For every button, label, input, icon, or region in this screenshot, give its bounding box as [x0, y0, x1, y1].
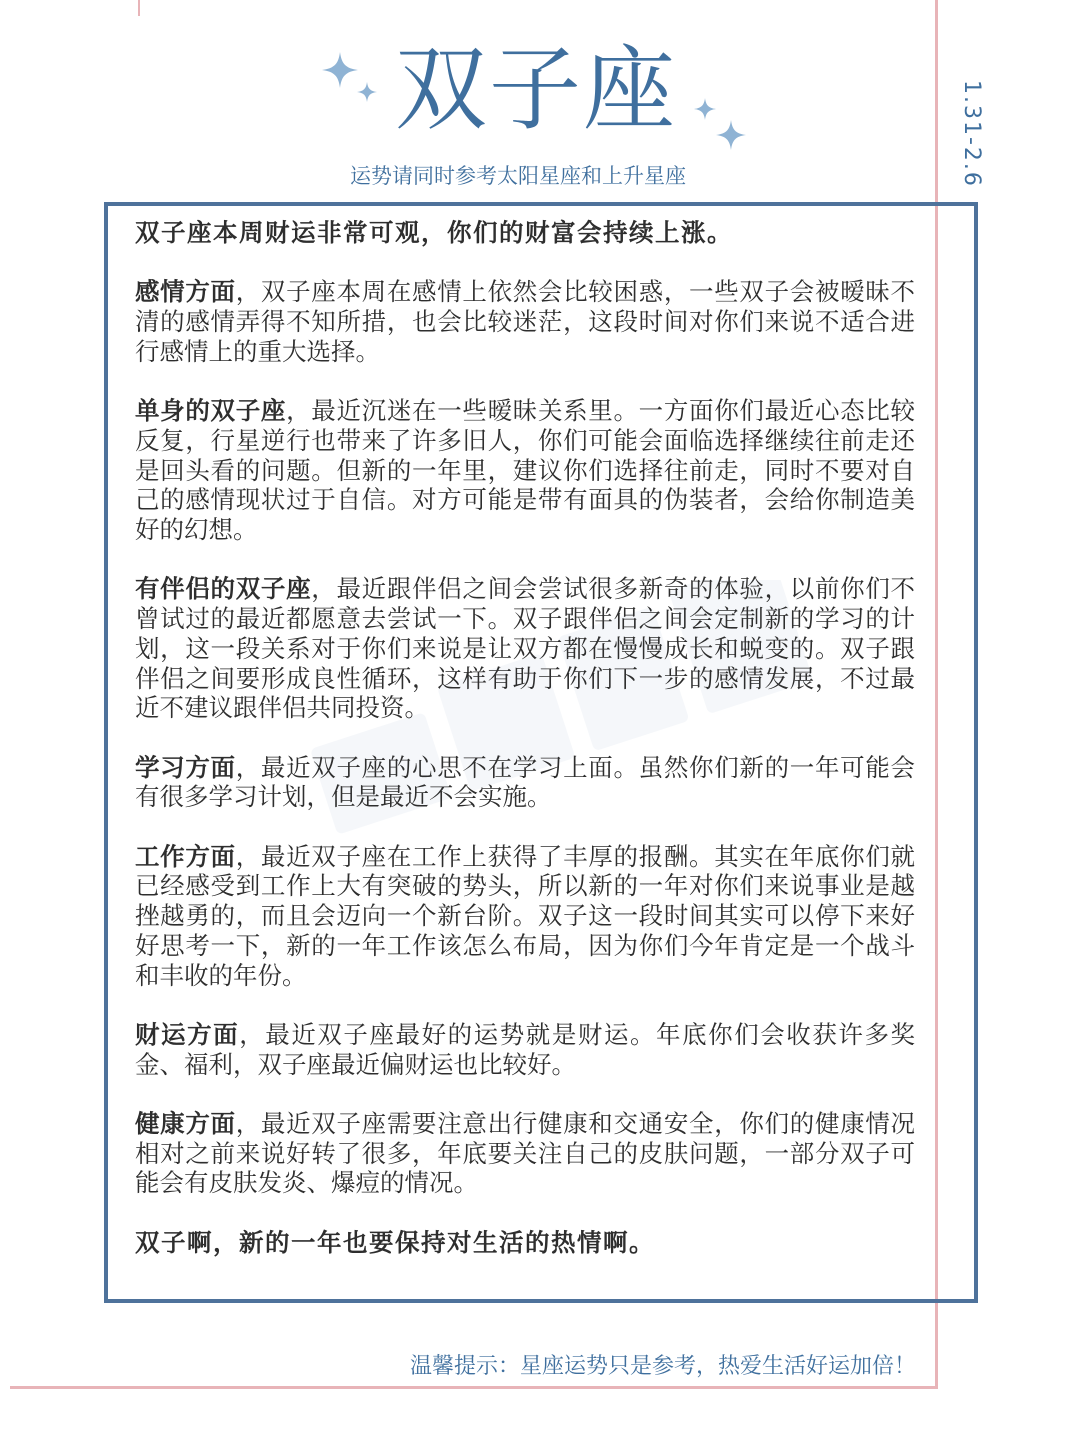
horoscope-content: [135, 218, 915, 1287]
sparkle-large-left-icon: [322, 52, 358, 88]
section-heading: 健康方面: [135, 1108, 236, 1138]
section-wealth: [135, 1020, 915, 1079]
opening-line: 双子座本周财运非常可观，你们的财富会持续上涨。: [135, 218, 733, 247]
section-text: ，双子座本周在感情上依然会比较困惑，一些双子会被暧昧不清的感情弄得不知所措，也会比较迷茫，这段时间对你们来说不适合进行感情上的重大选择。: [135, 277, 915, 366]
date-range-label: 1.31-2.6: [959, 80, 984, 188]
sparkle-small-left-icon: [357, 82, 377, 102]
section-partnered: [135, 574, 915, 723]
section-love: [135, 277, 915, 366]
section-heading: 单身的双子座: [135, 396, 287, 426]
section-heading: 财运方面: [135, 1019, 240, 1049]
section-health: [135, 1109, 915, 1198]
section-text: ，最近双子座最好的运势就是财运。年底你们会收获许多奖金、福利，双子座最近偏财运也比较好。: [135, 1019, 916, 1079]
decor-tick-line: [138, 0, 140, 16]
page-subtitle: 运势请同时参考太阳星座和上升星座: [350, 164, 686, 188]
section-single: [135, 396, 915, 545]
section-heading: 感情方面: [135, 277, 236, 307]
section-text: ，最近跟伴侣之间会尝试很多新奇的体验，以前你们不曾试过的最近都愿意去尝试一下。双子跟伴侣之间会定制新的学习的计划，这一段关系对于你们来说是让双方都在慢慢成长和蜕变的。双子跟伴侣之间要形成良性循环，这样有助于你们下一步的感情发展，不过最近不建议跟伴侣共同投资。: [135, 574, 916, 723]
page-title: 双子座: [395, 36, 678, 143]
section-heading: 工作方面: [135, 841, 236, 871]
section-work: [135, 842, 915, 991]
section-study: [135, 753, 915, 812]
section-text: ，最近双子座在工作上获得了丰厚的报酬。其实在年底你们就已经感受到工作上大有突破的势头，所以新的一年对你们来说事业是越挫越勇的，而且会迈向一个新台阶。双子这一段时间其实可以停下来好好思考一下，新的一年工作该怎么布局，因为你们今年肯定是一个战斗和丰收的年份。: [135, 841, 915, 990]
footer-tip: 温馨提示：星座运势只是参考，热爱生活好运加倍！: [410, 1354, 917, 1379]
sparkle-large-right-icon: [716, 120, 746, 150]
section-heading: 有伴侣的双子座: [135, 574, 312, 604]
section-text: ，最近双子座的心思不在学习上面。虽然你们新的一年可能会有很多学习计划，但是最近不会实施。: [135, 752, 915, 812]
section-text: ，最近双子座需要注意出行健康和交通安全，你们的健康情况相对之前来说好转了很多，年底要关注自己的皮肤问题，一部分双子可能会有皮肤发炎、爆痘的情况。: [135, 1108, 915, 1198]
section-heading: 学习方面: [135, 752, 236, 782]
closing-line: 双子啊，新的一年也要保持对生活的热情啊。: [135, 1227, 655, 1257]
sparkle-small-right-icon: [694, 98, 716, 120]
decor-horizontal-line: [10, 1386, 938, 1389]
section-text: ，最近沉迷在一些暧昧关系里。一方面你们最近心态比较反复，行星逆行也带来了许多旧人，你们可能会面临选择继续往前走还是回头看的问题。但新的一年里，建议你们选择往前走，同时不要对自己的感情现状过于自信。对方可能是带有面具的伪装者，会给你制造美好的幻想。: [135, 396, 916, 544]
